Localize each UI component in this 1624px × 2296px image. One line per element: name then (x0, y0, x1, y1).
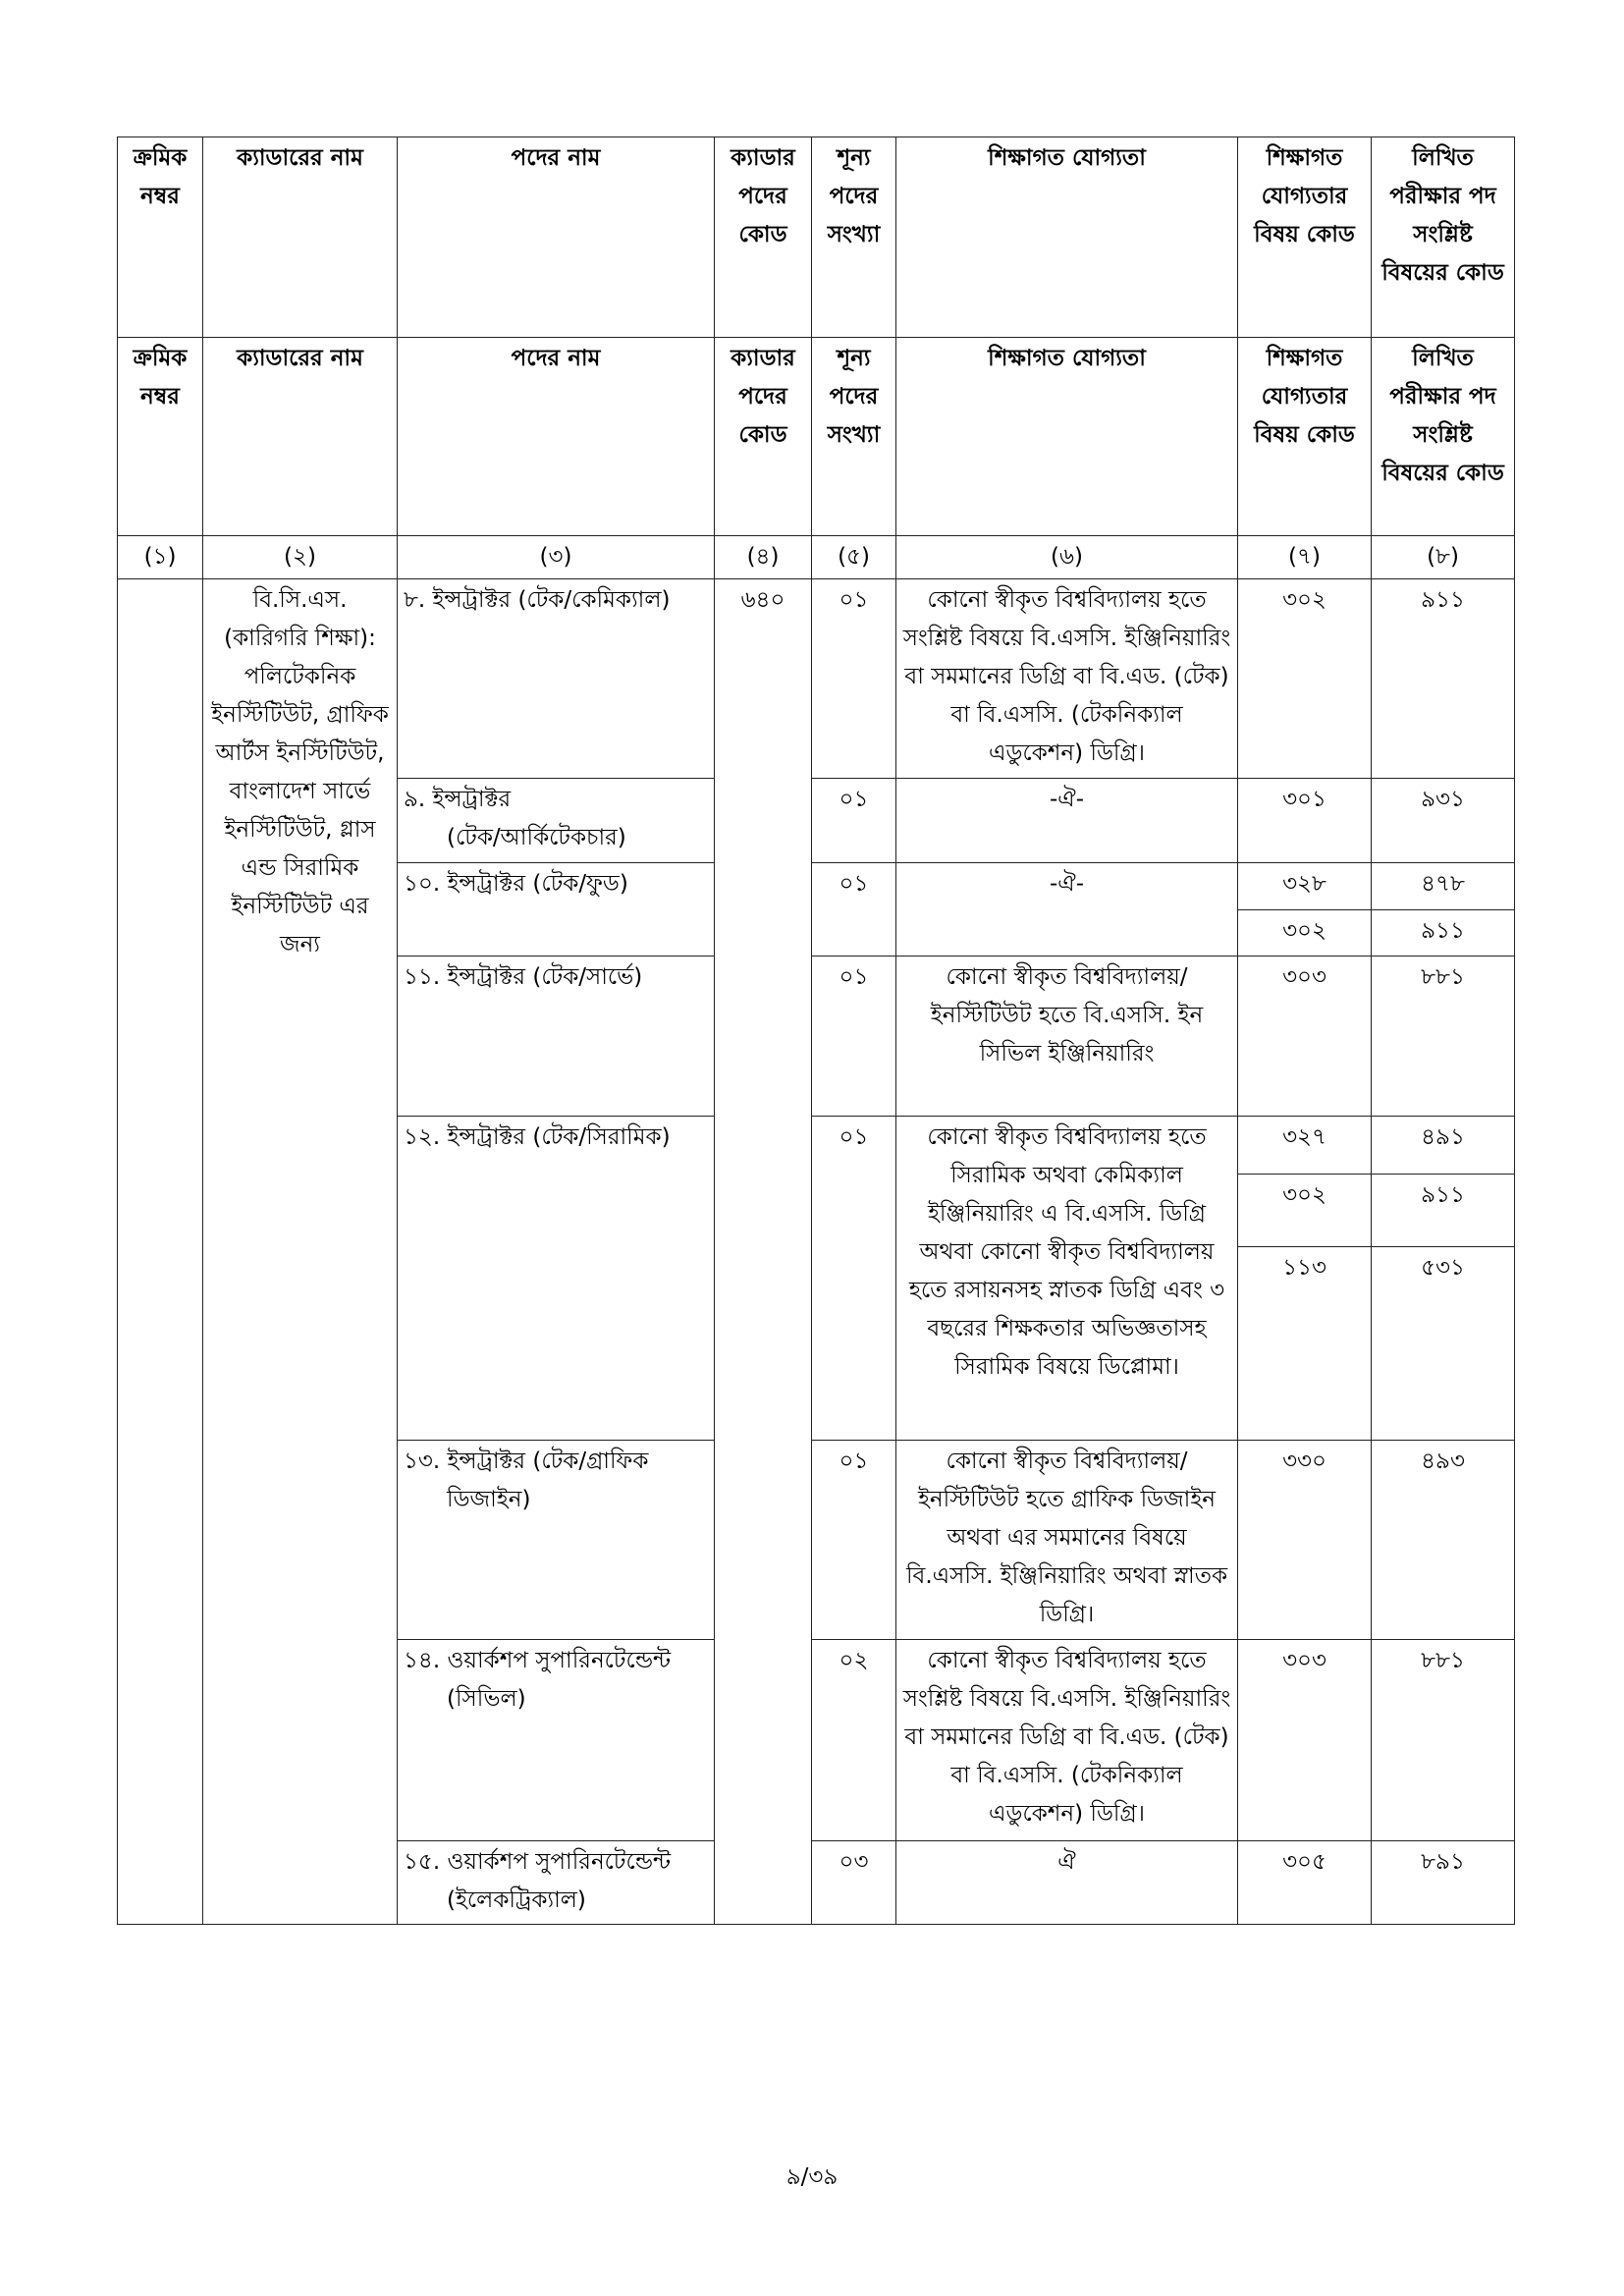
exam-code: ৮৮১ (1372, 957, 1515, 1117)
vacancy-count: ০১ (812, 1117, 896, 1441)
exam-code: ৯১১ (1372, 910, 1515, 957)
vacancy-count: ০৩ (812, 1841, 896, 1925)
subject-code: ১১৩ (1238, 1247, 1372, 1441)
serial-cell (118, 579, 203, 1925)
header-qualification: শিক্ষাগত যোগ্যতা (896, 338, 1238, 536)
subject-code: ৩২৮ (1238, 863, 1372, 910)
header-vacancy: শূন্য পদের সংখ্যা (812, 338, 896, 536)
header-exam-code: লিখিত পরীক্ষার পদ সংশ্লিষ্ট বিষয়ের কোড (1372, 137, 1515, 338)
header-serial: ক্রমিক নম্বর (118, 137, 203, 338)
column-number: (১) (118, 536, 203, 579)
qualification: -ঐ- (896, 779, 1238, 863)
column-number: (৪) (715, 536, 812, 579)
vacancy-count: ০১ (812, 1441, 896, 1640)
post-name: ১৪. ওয়ার্কশপ সুপারিনটেন্ডেন্ট (সিভিল) (398, 1640, 715, 1841)
qualification: ঐ (896, 1841, 1238, 1925)
header-cadre-code: ক্যাডার পদের কোড (715, 338, 812, 536)
post-name: ১২. ইন্সট্রাক্টর (টেক/সিরামিক) (398, 1117, 715, 1441)
exam-code: ৪৯৩ (1372, 1441, 1515, 1640)
vacancy-count: ০১ (812, 863, 896, 957)
subject-code: ৩০২ (1238, 579, 1372, 779)
subject-code: ৩০২ (1238, 1175, 1372, 1247)
exam-code: ৯১১ (1372, 579, 1515, 779)
exam-code: ৪৭৮ (1372, 863, 1515, 910)
column-number: (২) (203, 536, 398, 579)
qualification: কোনো স্বীকৃত বিশ্ববিদ্যালয় হতে সংশ্লিষ্ট বিষয়ে বি.এসসি. ইঞ্জিনিয়ারিং বা সমমানের ডিগ্রি বা বি.এড. (টেক) বা বি.এসসি. (টেকনিক্যাল এডুকেশন) ডিগ্রি। (896, 1640, 1238, 1841)
vacancy-count: ০১ (812, 957, 896, 1117)
qualification: কোনো স্বীকৃত বিশ্ববিদ্যালয় হতে সংশ্লিষ্ট বিষয়ে বি.এসসি. ইঞ্জিনিয়ারিং বা সমমানের ডিগ্রি বা বি.এড. (টেক) বা বি.এসসি. (টেকনিক্যাল এডুকেশন) ডিগ্রি। (896, 579, 1238, 779)
exam-code: ৮৮১ (1372, 1640, 1515, 1841)
vacancy-table (117, 137, 1515, 1925)
header-serial: ক্রমিক নম্বর (118, 338, 203, 536)
column-number: (৫) (812, 536, 896, 579)
qualification: কোনো স্বীকৃত বিশ্ববিদ্যালয় হতে সিরামিক অথবা কেমিক্যাল ইঞ্জিনিয়ারিং এ বি.এসসি. ডিগ্রি অথবা কোনো স্বীকৃত বিশ্ববিদ্যালয় হতে রসায়নসহ স্নাতক ডিগ্রি এবং ৩ বছরের শিক্ষকতার অভিজ্ঞতাসহ সিরামিক বিষয়ে ডিপ্লোমা। (896, 1117, 1238, 1441)
subject-code: ৩০৩ (1238, 1640, 1372, 1841)
header-post-name: পদের নাম (398, 338, 715, 536)
cadre-code: ৬৪০ (715, 579, 812, 1925)
column-number-row (118, 536, 1515, 579)
header-cadre-code: ক্যাডার পদের কোড (715, 137, 812, 338)
post-name: ১০. ইন্সট্রাক্টর (টেক/ফুড) (398, 863, 715, 957)
post-name: ১৫. ওয়ার্কশপ সুপারিনটেন্ডেন্ট (ইলেকট্রিক্যাল) (398, 1841, 715, 1925)
vacancy-count: ০২ (812, 1640, 896, 1841)
vacancy-count: ০১ (812, 779, 896, 863)
vacancy-count: ০১ (812, 579, 896, 779)
qualification: কোনো স্বীকৃত বিশ্ববিদ্যালয়/ইনস্টিটিউট হতে বি.এসসি. ইন সিভিল ইঞ্জিনিয়ারিং (896, 957, 1238, 1117)
header-cadre-name: ক্যাডারের নাম (203, 137, 398, 338)
post-name: ৯. ইন্সট্রাক্টর (টেক/আর্কিটেকচার) (398, 779, 715, 863)
cadre-name: বি.সি.এস. (কারিগরি শিক্ষা): পলিটেকনিক ইনস্টিটিউট, গ্রাফিক আর্টস ইনস্টিটিউট, বাংলাদেশ সার্ভে ইনস্টিটিউট, গ্লাস এন্ড সিরামিক ইনস্টিটিউট এর জন্য (203, 579, 398, 1925)
subject-code: ৩৩০ (1238, 1441, 1372, 1640)
header-row (118, 137, 1515, 338)
header-subject-code: শিক্ষাগত যোগ্যতার বিষয় কোড (1238, 338, 1372, 536)
header-exam-code: লিখিত পরীক্ষার পদ সংশ্লিষ্ট বিষয়ের কোড (1372, 338, 1515, 536)
subject-code: ৩২৭ (1238, 1117, 1372, 1175)
column-number: (৭) (1238, 536, 1372, 579)
exam-code: ৪৯১ (1372, 1117, 1515, 1175)
page-number: ৯/৩৯ (785, 2164, 839, 2190)
column-number: (৮) (1372, 536, 1515, 579)
header-qualification: শিক্ষাগত যোগ্যতা (896, 137, 1238, 338)
post-name: ১৩. ইন্সট্রাক্টর (টেক/গ্রাফিক ডিজাইন) (398, 1441, 715, 1640)
header-vacancy: শূন্য পদের সংখ্যা (812, 137, 896, 338)
column-number: (৬) (896, 536, 1238, 579)
exam-code: ৯৩১ (1372, 779, 1515, 863)
table-row (118, 579, 1515, 779)
qualification: কোনো স্বীকৃত বিশ্ববিদ্যালয়/ইনস্টিটিউট হতে গ্রাফিক ডিজাইন অথবা এর সমমানের বিষয়ে বি.এসসি. ইঞ্জিনিয়ারিং অথবা স্নাতক ডিগ্রি। (896, 1441, 1238, 1640)
subject-code: ৩০৩ (1238, 957, 1372, 1117)
exam-code: ৮৯১ (1372, 1841, 1515, 1925)
subject-code: ৩০২ (1238, 910, 1372, 957)
subject-code: ৩০১ (1238, 779, 1372, 863)
post-name: ৮. ইন্সট্রাক্টর (টেক/কেমিক্যাল) (398, 579, 715, 779)
subject-code: ৩০৫ (1238, 1841, 1372, 1925)
header-row-repeat (118, 338, 1515, 536)
header-cadre-name: ক্যাডারের নাম (203, 338, 398, 536)
qualification: -ঐ- (896, 863, 1238, 957)
header-subject-code: শিক্ষাগত যোগ্যতার বিষয় কোড (1238, 137, 1372, 338)
exam-code: ৯১১ (1372, 1175, 1515, 1247)
column-number: (৩) (398, 536, 715, 579)
exam-code: ৫৩১ (1372, 1247, 1515, 1441)
post-name: ১১. ইন্সট্রাক্টর (টেক/সার্ভে) (398, 957, 715, 1117)
header-post-name: পদের নাম (398, 137, 715, 338)
